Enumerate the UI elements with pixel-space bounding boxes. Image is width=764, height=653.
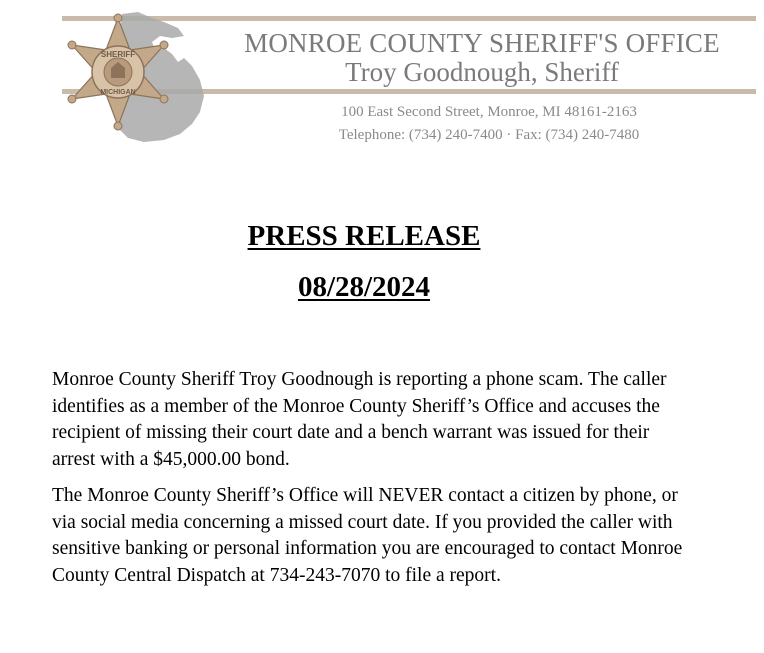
badge-top-text: SHERIFF bbox=[100, 50, 136, 59]
sheriff-badge-logo bbox=[60, 8, 210, 144]
office-phone-fax: Telephone: (734) 240-7400 · Fax: (734) 240-7480 bbox=[338, 127, 640, 143]
press-release-date bbox=[214, 270, 514, 304]
body-paragraph-1 bbox=[52, 367, 692, 473]
badge-bottom-text: MICHIGAN bbox=[100, 89, 136, 96]
press-release-title-text: PRESS RELEASE bbox=[247, 220, 481, 252]
office-address: 100 East Second Street, Monroe, MI 48161-2163 bbox=[341, 104, 637, 120]
press-release-title bbox=[214, 219, 514, 253]
paragraph-2-text: The Monroe County Sheriff’s Office will NEVER contact a citizen by phone, or via social media concerning a missed court date. If you provided the caller with sensitive banking or personal information you are encouraged to contact Monroe County Central Dispatch at 734-243-7070 to file a report. bbox=[52, 485, 683, 586]
letterhead bbox=[0, 0, 764, 160]
sheriff-name: Troy Goodnough, Sheriff bbox=[345, 57, 619, 87]
paragraph-1-text: Monroe County Sheriff Troy Goodnough is reporting a phone scam. The caller identifies as a member of the Monroe County Sheriff’s Office and accuses the recipient of missing their court date and a bench warrant was issued for their arrest with a $45,000.00 bond. bbox=[52, 369, 667, 470]
press-release-date-text: 08/28/2024 bbox=[297, 271, 431, 303]
body-paragraph-2 bbox=[52, 483, 692, 589]
office-name: MONROE COUNTY SHERIFF'S OFFICE bbox=[244, 28, 720, 58]
